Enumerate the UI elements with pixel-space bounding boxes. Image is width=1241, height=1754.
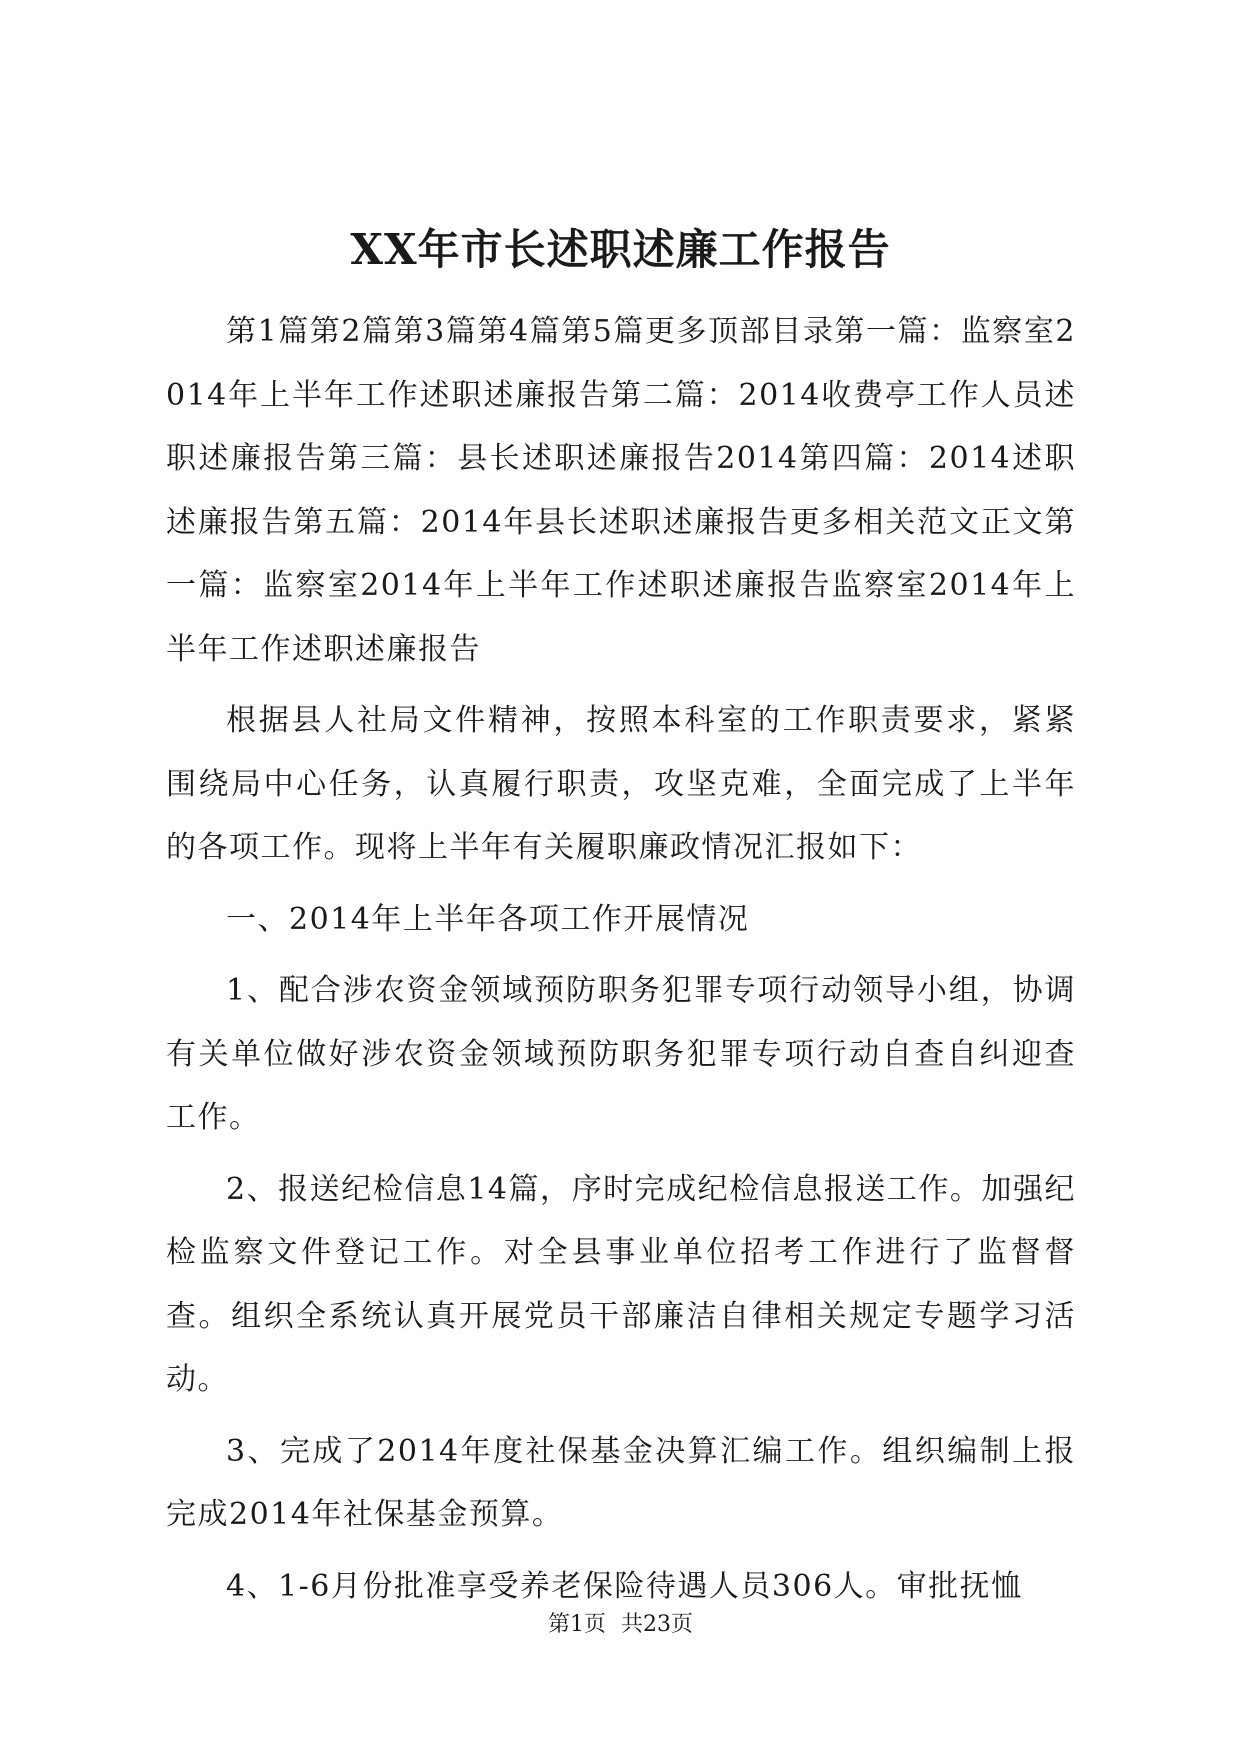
- document-title: XX年市长述职述廉工作报告: [350, 225, 891, 274]
- paragraph-item-3: 3、完成了2014年度社保基金决算汇编工作。组织编制上报完成2014年社保基金预算。: [166, 1433, 1076, 1532]
- paragraph-item-4: 4、1-6月份批准享受养老保险待遇人员306人。审批抚恤: [226, 1568, 1023, 1604]
- page-number: 第1页: [548, 1612, 606, 1637]
- paragraph-intro: 根据县人社局文件精神，按照本科室的工作职责要求，紧紧围绕局中心任务，认真履行职责，攻坚克难，全面完成了上半年的各项工作。现将上半年有关履职廉政情况汇报如下：: [166, 703, 1076, 865]
- page-total: 共23页: [621, 1612, 693, 1637]
- section-heading-1: 一、2014年上半年各项工作开展情况: [226, 901, 750, 937]
- document-body: [166, 300, 1076, 1626]
- paragraph-toc: 第1篇第2篇第3篇第4篇第5篇更多顶部目录第一篇：监察室2014年上半年工作述职述廉报告第二篇：2014收费亭工作人员述职述廉报告第三篇：县长述职述廉报告2014第四篇：2014述职述廉报告第五篇：2014年县长述职述廉报告更多相关范文正文第一篇：监察室2014年上半年工作述职述廉报告监察室2014年上半年工作述职述廉报告: [166, 314, 1076, 667]
- paragraph-item-1: 1、配合涉农资金领域预防职务犯罪专项行动领导小组，协调有关单位做好涉农资金领域预防职务犯罪专项行动自查自纠迎查工作。: [166, 973, 1076, 1135]
- paragraph-item-2: 2、报送纪检信息14篇，序时完成纪检信息报送工作。加强纪检监察文件登记工作。对全县事业单位招考工作进行了监督督查。组织全系统认真开展党员干部廉洁自律相关规定专题学习活动。: [166, 1171, 1076, 1397]
- page-footer: [0, 1610, 1241, 1640]
